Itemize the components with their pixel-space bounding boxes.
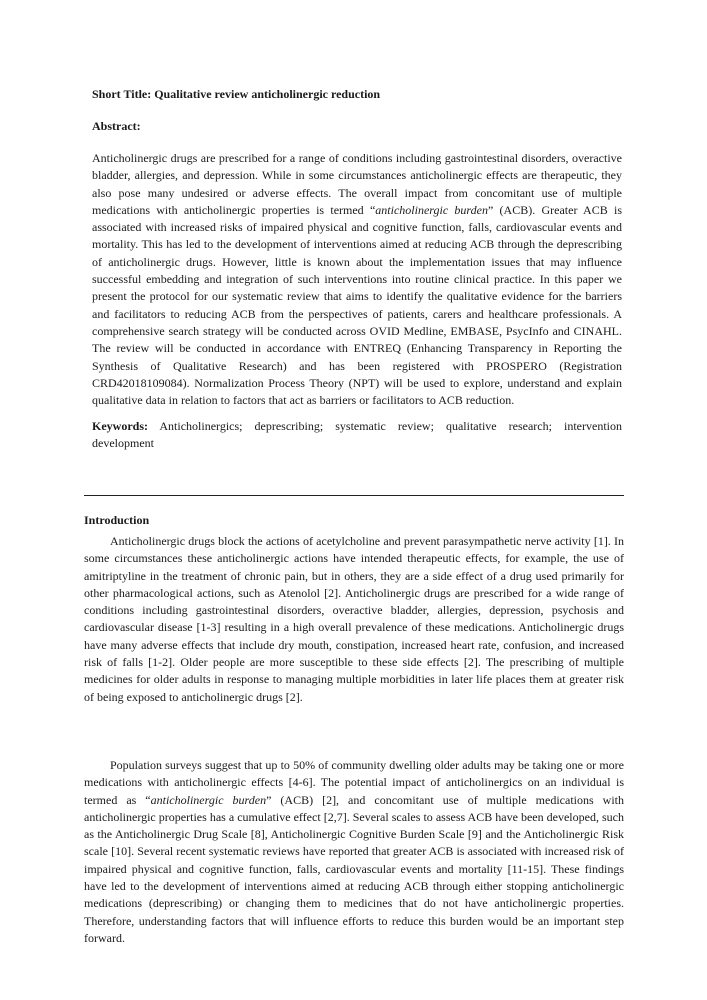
keywords-label: Keywords: xyxy=(92,419,148,433)
abstract-text-part2: ” (ACB). Greater ACB is associated with increased risks of impaired physical and cognitive function, falls, cardiovascular events and mortality. This has led to the development of interventions aimed at reducing ACB through the deprescribing of anticholinergic drugs. However, little is known about the implementation issues that may influence successful embedding and integration of such interventions into routine clinical practice. In this paper we present the protocol for our systematic review that aims to identify the qualitative evidence for the barriers and facilitators to reducing ACB from the perspectives of patients, carers and healthcare professionals. A comprehensive search strategy will be conducted across OVID Medline, EMBASE, PsycInfo and CINAHL. The review will be conducted in accordance with ENTREQ (Enhancing Transparency in Reporting the Synthesis of Qualitative Research) and has been registered with PROSPERO (Registration CRD42018109084). Normalization Process Theory (NPT) will be used to explore, understand and explain qualitative data in relation to factors that act as barriers or facilitators to ACB reduction. xyxy=(92,202,622,408)
introduction-paragraph-1: Anticholinergic drugs block the actions of acetylcholine and prevent parasympathetic nerve activity [1]. In some circumstances these anticholinergic actions have intended therapeutic effects, for example, the use of amitriptyline in the treatment of chronic pain, but in others, they are a side effect of a drug used primarily for other pharmacological actions, such as Atenolol [2]. Anticholinergic drugs are prescribed for a wide range of conditions including gastrointestinal disorders, overactive bladder, allergies, depression, psychosis and cardiovascular disease [1-3] resulting in a high overall prevalence of these medications. Anticholinergic drugs have many adverse effects that include dry mouth, constipation, increased heart rate, confusion, and increased risk of falls [1-2]. Older people are more susceptible to these side effects [2]. The prescribing of multiple medicines for older adults in response to managing multiple morbidities in later life places them at greater risk of being exposed to anticholinergic drugs [2]. xyxy=(84,534,624,704)
abstract-text-part1: Anticholinergic drugs are prescribed for a range of conditions including gastrointestinal disorders, overactive bladder, allergies, and depression. While in some circumstances anticholinergic effects are therapeutic, they also pose many undesired or adverse effects. The overall impact from concomitant use of multiple medications with anticholinergic properties is termed “ xyxy=(92,151,622,217)
abstract-paragraph xyxy=(92,150,622,409)
intro-p2-part1: Population surveys suggest that up to 50% of community dwelling older adults may be taking one or more medications with anticholinergic effects [4-6]. The potential impact of anticholinergics on an individual is termed as “ xyxy=(84,758,624,807)
abstract-italic-term: anticholinergic burden xyxy=(375,202,488,217)
section-divider xyxy=(84,495,624,496)
introduction-paragraph-2 xyxy=(84,757,624,947)
keywords-paragraph xyxy=(92,418,622,453)
short-title: Short Title: Qualitative review anticholinergic reduction xyxy=(92,87,381,101)
introduction-heading: Introduction xyxy=(84,513,150,527)
keywords-text: Anticholinergics; deprescribing; systematic review; qualitative research; intervention development xyxy=(92,419,622,451)
intro-p2-italic-term: anticholinergic burden xyxy=(150,792,267,807)
intro-p2-part2: ” (ACB) [2], and concomitant use of multiple medications with anticholinergic properties has a cumulative effect [2,7]. Several scales to assess ACB have been developed, such as the Anticholinergic Drug Scale [8], Anticholinergic Cognitive Burden Scale [9] and the Anticholinergic Risk scale [10]. Several recent systematic reviews have reported that greater ACB is associated with increased risk of impaired physical and cognitive function, falls, cardiovascular events and mortality [11-15]. These findings have led to the development of interventions aimed at reducing ACB through either stopping anticholinergic medications (deprescribing) or changing them to medicines that do not have anticholinergic properties. Therefore, understanding factors that will influence efforts to reduce this burden would be an important step forward. xyxy=(84,792,624,945)
abstract-heading: Abstract: xyxy=(92,119,141,133)
